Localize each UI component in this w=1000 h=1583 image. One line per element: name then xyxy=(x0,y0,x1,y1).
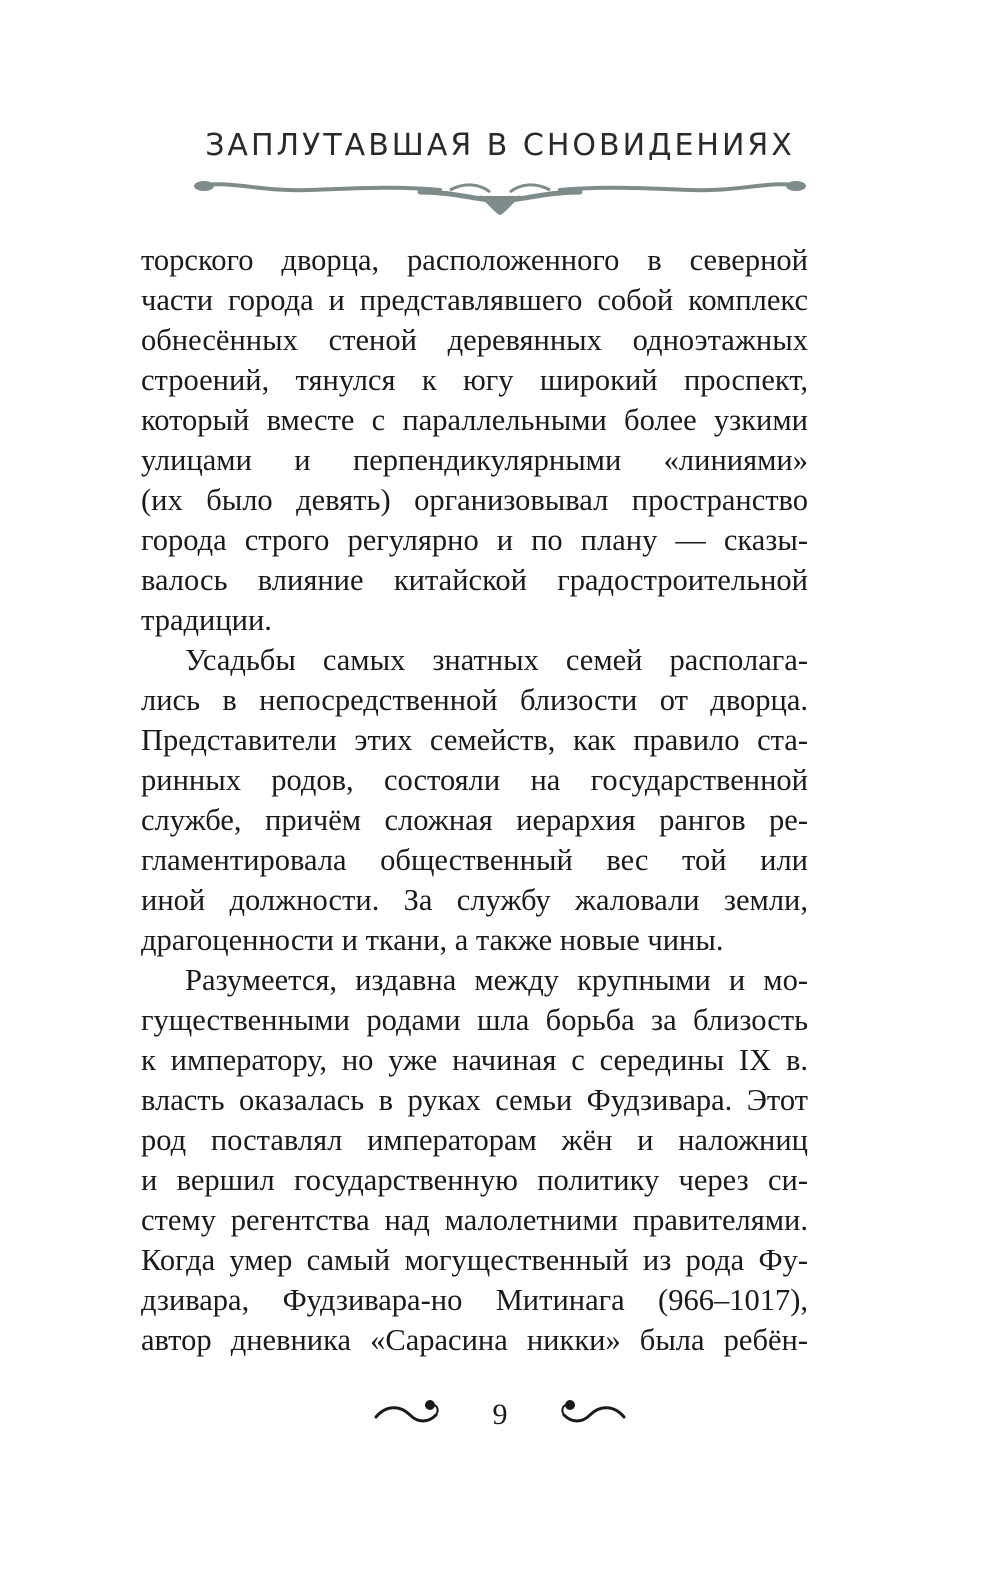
text-line: и вершил государственную политику через си- xyxy=(141,1163,808,1197)
text-line: который вместе с параллельными более узкими xyxy=(141,403,808,437)
text-line: улицами и перпендикулярными «линиями» xyxy=(141,443,808,477)
text-line: торского дворца, расположенного в северной xyxy=(141,243,808,277)
text-line: гламентировала общественный вес той или xyxy=(141,843,808,877)
text-line: род поставлял императорам жён и наложниц xyxy=(141,1123,808,1157)
text-line: строений, тянулся к югу широкий проспект, xyxy=(141,363,808,397)
running-title: ЗАПЛУТАВШАЯ В СНОВИДЕНИЯХ xyxy=(205,128,795,163)
text-line: (их было девять) организовывал пространство xyxy=(141,483,808,517)
text-line: лись в непосредственной близости от дворца. xyxy=(141,683,808,717)
header-ornament-icon xyxy=(190,178,810,218)
text-line: ринных родов, состояли на государственной xyxy=(141,763,808,797)
running-head xyxy=(0,128,1000,163)
text-line: Разумеется, издавна между крупными и мо- xyxy=(185,963,808,997)
text-line: традиции. xyxy=(141,603,272,637)
text-line: Усадьбы самых знатных семей располага- xyxy=(185,643,808,677)
text-line: службе, причём сложная иерархия рангов ре- xyxy=(141,803,808,837)
page-number: 9 xyxy=(492,1398,508,1431)
text-line: к императору, но уже начиная с середины IX в. xyxy=(141,1043,808,1077)
body-text xyxy=(141,240,808,1360)
text-line: валось влияние китайской градостроительной xyxy=(141,563,808,597)
text-line: власть оказалась в руках семьи Фудзивара. Этот xyxy=(141,1083,808,1117)
text-line: Когда умер самый могущественный из рода Фу- xyxy=(141,1243,808,1277)
text-line: стему регентства над малолетними правителями. xyxy=(141,1203,808,1237)
text-line: части города и представлявшего собой комплекс xyxy=(141,283,808,317)
text-line: автор дневника «Сарасина никки» была ребён- xyxy=(141,1323,808,1357)
text-line: иной должности. За службу жаловали земли, xyxy=(141,883,808,917)
text-line: дзивара, Фудзивара-но Митинага (966–1017), xyxy=(141,1283,808,1317)
text-line: драгоценности и ткани, а также новые чины. xyxy=(141,923,724,957)
text-line: города строго регулярно и по плану — сказы- xyxy=(141,523,808,557)
text-line: гущественными родами шла борьба за близость xyxy=(141,1003,808,1037)
text-line: обнесённых стеной деревянных одноэтажных xyxy=(141,323,808,357)
text-line: Представители этих семейств, как правило ста- xyxy=(141,723,808,757)
